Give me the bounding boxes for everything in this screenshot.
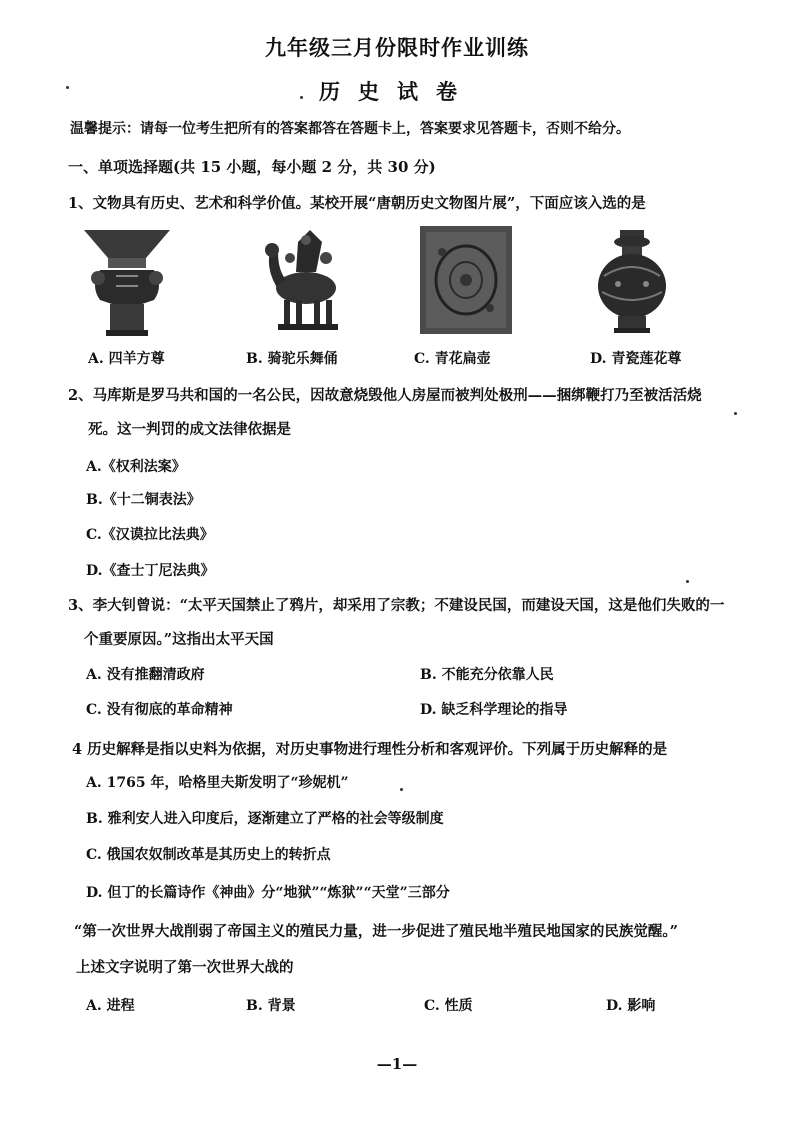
instruction-tip: 温馨提示：请每一位考生把所有的答案都答在答题卡上，答案要求见答题卡，否则不给分。 bbox=[70, 121, 630, 137]
scan-speck bbox=[300, 96, 303, 99]
q1-option-a: A. 四羊方尊 bbox=[88, 351, 165, 367]
question-3-stem-line-1: 3、李大钊曾说：“太平天国禁止了鸦片，却采用了宗教；不建设民国，而建设天国，这是他们失败的一 bbox=[68, 597, 725, 614]
page-number: —1— bbox=[376, 1055, 418, 1073]
scan-speck bbox=[400, 788, 403, 791]
q4-option-a: A. 1765 年，哈格里夫斯发明了“珍妮机” bbox=[86, 775, 349, 791]
q5-option-d: D. 影响 bbox=[606, 998, 656, 1014]
q2-option-c: C.《汉谟拉比法典》 bbox=[86, 527, 214, 543]
q2-option-b: B.《十二铜表法》 bbox=[86, 492, 201, 508]
four-ram-zun-image bbox=[82, 226, 172, 338]
scan-speck bbox=[66, 86, 69, 89]
scan-speck bbox=[734, 412, 737, 415]
q3-option-c: C. 没有彻底的革命精神 bbox=[86, 702, 233, 718]
q1-option-b: B. 骑驼乐舞俑 bbox=[246, 351, 338, 367]
camel-figurine-image bbox=[262, 228, 350, 332]
question-2-stem-line-1: 2、马库斯是罗马共和国的一名公民，因故意烧毁他人房屋而被判处极刑——捆绑鞭打乃至被活活烧 bbox=[68, 387, 702, 404]
q5-option-a: A. 进程 bbox=[86, 998, 135, 1014]
q4-option-b: B. 雅利安人进入印度后，逐渐建立了严格的社会等级制度 bbox=[86, 811, 444, 827]
question-2-stem-line-2: 死。这一判罚的成文法律依据是 bbox=[88, 421, 291, 438]
q4-option-c: C. 俄国农奴制改革是其历史上的转折点 bbox=[86, 847, 331, 863]
exam-title: 九年级三月份限时作业训练 bbox=[265, 35, 529, 60]
q2-option-a: A.《权利法案》 bbox=[86, 459, 186, 475]
q3-option-d: D. 缺乏科学理论的指导 bbox=[420, 702, 568, 718]
question-5-stem-line-1: “第一次世界大战削弱了帝国主义的殖民力量，进一步促进了殖民地半殖民地国家的民族觉醒。” bbox=[74, 923, 678, 940]
q3-option-b: B. 不能充分依靠人民 bbox=[420, 667, 554, 683]
q5-option-c: C. 性质 bbox=[424, 998, 473, 1014]
question-5-stem-line-2: 上述文字说明了第一次世界大战的 bbox=[76, 959, 294, 976]
question-4-stem: 4 历史解释是指以史料为依据，对历史事物进行理性分析和客观评价。下列属于历史解释的是 bbox=[72, 741, 668, 758]
q4-option-d: D. 但丁的长篇诗作《神曲》分“地狱”“炼狱”“天堂”三部分 bbox=[86, 885, 450, 901]
section-heading: 一、单项选择题(共 15 小题，每小题 2 分，共 30 分) bbox=[68, 158, 436, 176]
q1-option-c: C. 青花扁壶 bbox=[414, 351, 491, 367]
celadon-lotus-zun-image bbox=[592, 228, 672, 334]
blue-white-flask-image bbox=[420, 226, 512, 334]
q1-option-d: D. 青瓷莲花尊 bbox=[590, 351, 682, 367]
scan-speck bbox=[686, 580, 689, 583]
question-3-stem-line-2: 个重要原因。”这指出太平天国 bbox=[84, 631, 274, 648]
q3-option-a: A. 没有推翻清政府 bbox=[86, 667, 205, 683]
q5-option-b: B. 背景 bbox=[246, 998, 296, 1014]
q2-option-d: D.《查士丁尼法典》 bbox=[86, 563, 215, 579]
exam-subtitle: 历史试卷 bbox=[319, 79, 475, 104]
question-1-stem: 1、文物具有历史、艺术和科学价值。某校开展“唐朝历史文物图片展”，下面应该入选的是 bbox=[68, 195, 646, 212]
